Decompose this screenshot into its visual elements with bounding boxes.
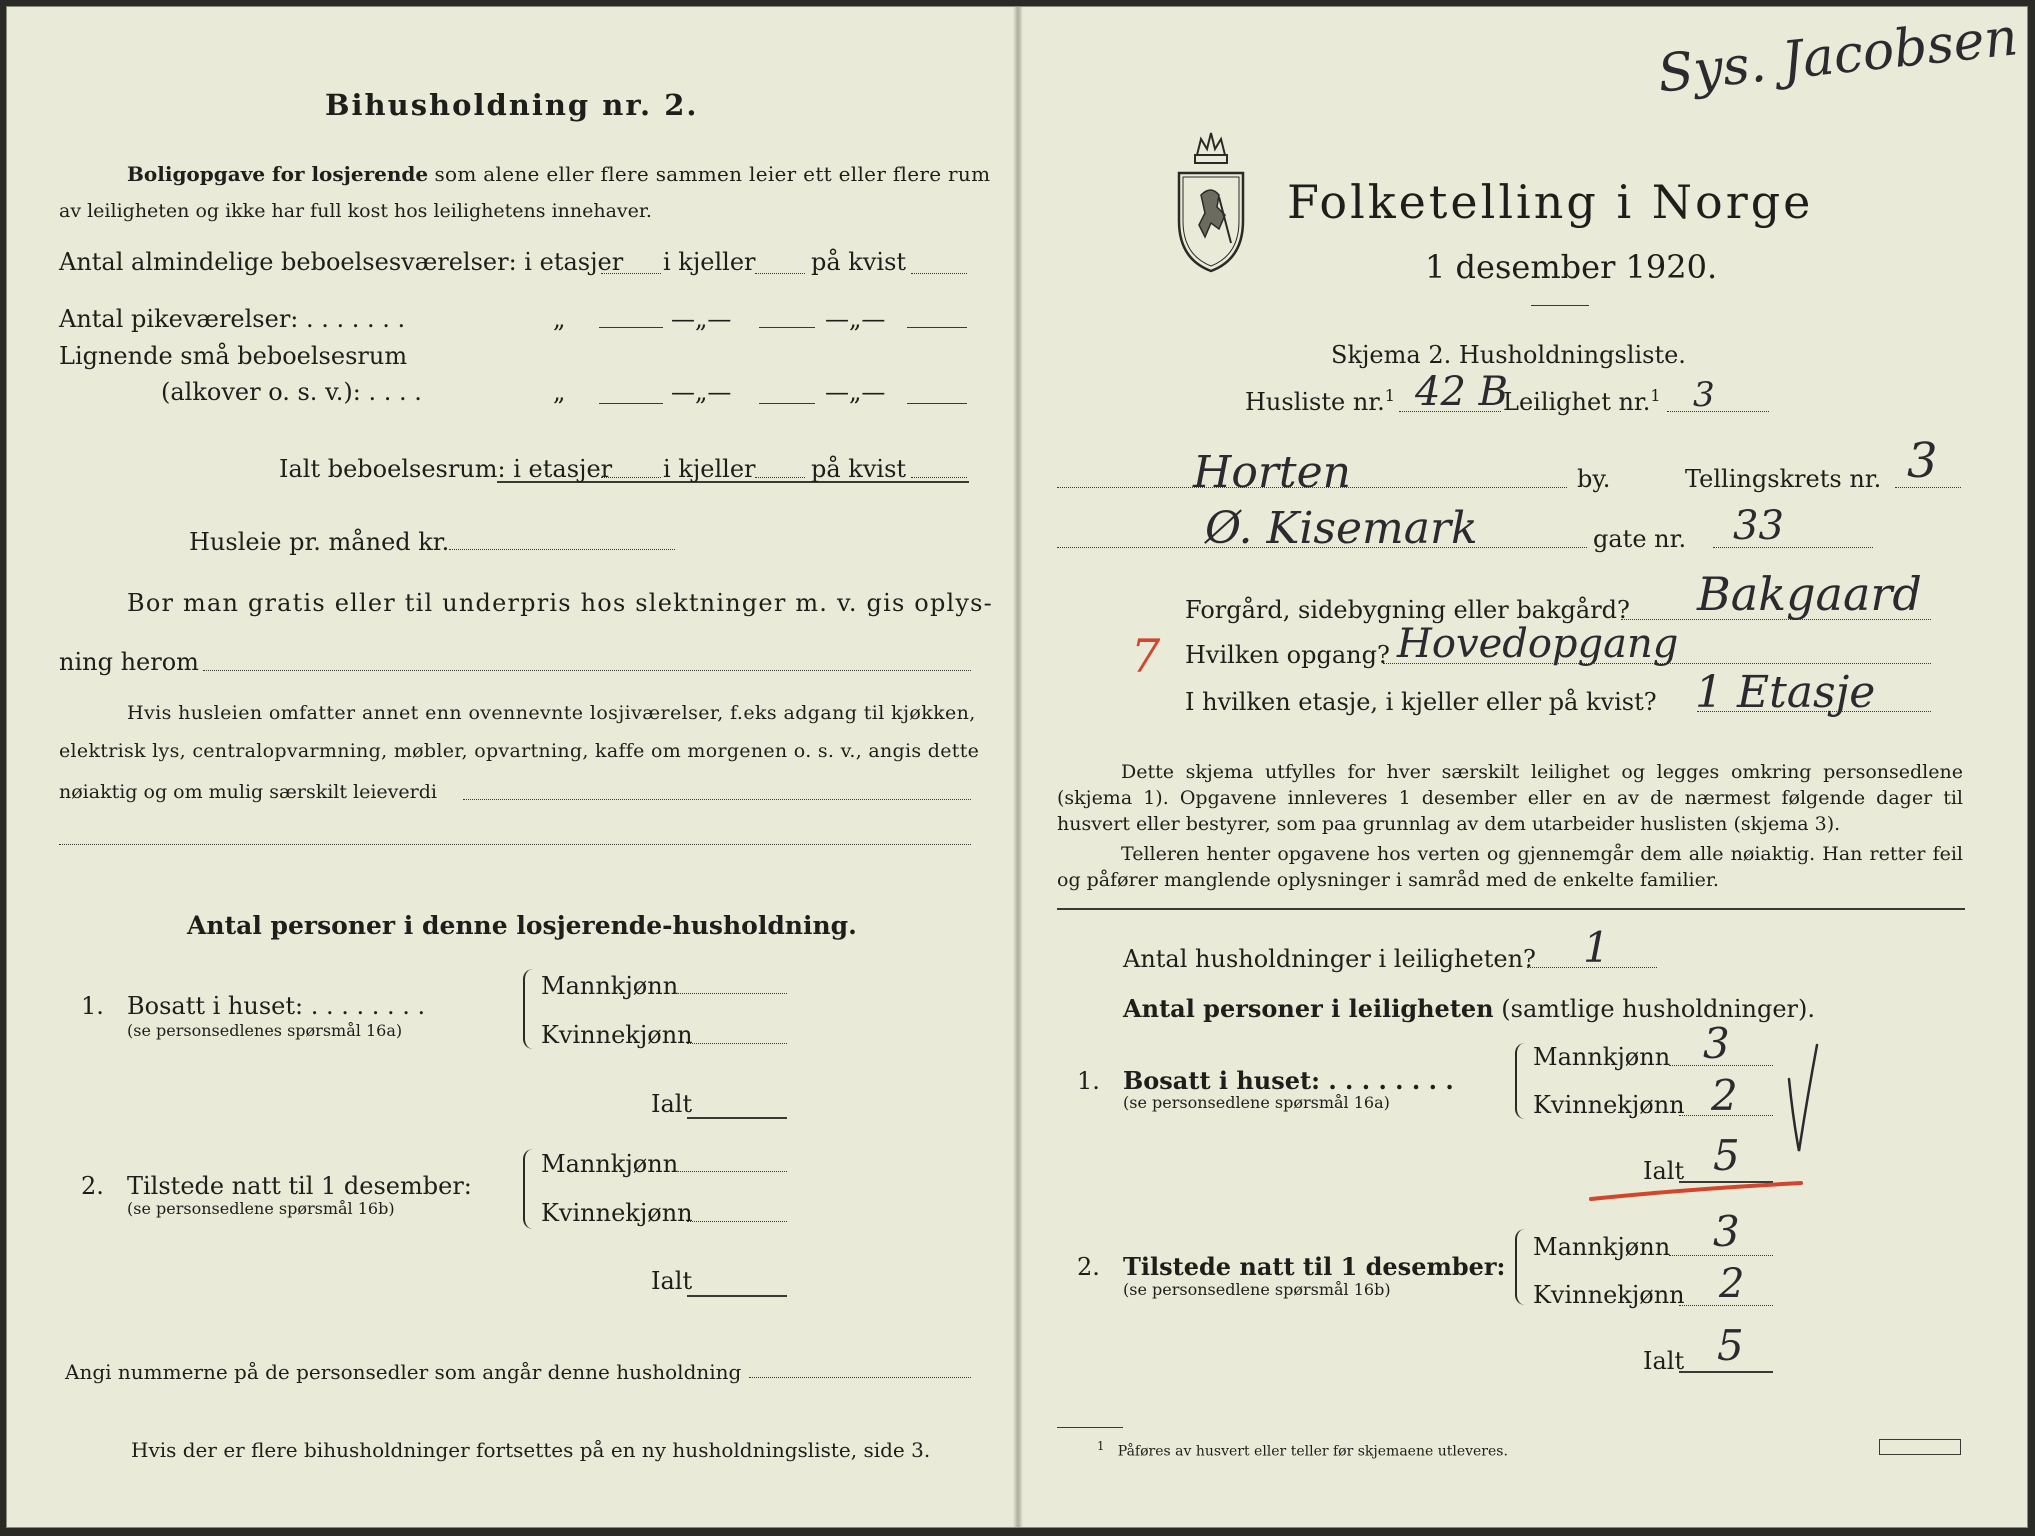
lignende-label-2: (alkover o. s. v.): . . . . (161, 378, 422, 406)
opgang-label: Hvilken opgang? (1185, 641, 1390, 669)
husliste-label (1245, 388, 1395, 414)
opgang-red-mark: 7 (1131, 629, 1161, 683)
page-fold (1013, 7, 1023, 1527)
left-tilstede-kvinne-label: Kvinnekjønn (541, 1199, 693, 1227)
left-tilstede-mann-label: Mannkjønn (541, 1150, 679, 1178)
left-tilstede-mann-field[interactable] (675, 1171, 787, 1172)
husleie-label: Husleie pr. måned kr. (189, 528, 450, 556)
left-bosatt-ialt-label: Ialt (651, 1090, 693, 1118)
census-date: 1 desember 1920. (1425, 248, 1718, 286)
gate-nr-value: 33 (1733, 503, 1784, 549)
lignende-label-1: Lignende små beboelsesrum (59, 342, 408, 370)
leilighet-label (1503, 388, 1661, 414)
etasje-label: I hvilken etasje, i kjeller eller på kvist? (1185, 688, 1657, 716)
lignende-ditto-1: „ (553, 378, 566, 406)
right-bosatt-num: 1. (1077, 1067, 1100, 1095)
intro-bold: Boligopgave for losjerende (127, 162, 429, 186)
lignende-ditto-3: —„— (825, 378, 886, 406)
left-bosatt-brace (523, 969, 537, 1049)
left-tilstede-ialt-field[interactable] (687, 1295, 787, 1297)
right-tilstede-brace (1515, 1229, 1529, 1305)
persons-heading-rest: (samtlige husholdninger). (1501, 995, 1816, 1023)
right-bosatt-kvinne-value: 2 (1711, 1071, 1738, 1120)
forgard-value: Bakgaard (1697, 567, 1922, 621)
right-bosatt-ialt-label: Ialt (1643, 1157, 1685, 1185)
rooms-kvist-field[interactable] (911, 273, 967, 274)
info-divider (1057, 908, 1965, 910)
lignende-kjeller-field[interactable] (759, 403, 815, 404)
households-value: 1 (1583, 923, 1610, 972)
right-bosatt-brace (1515, 1043, 1529, 1119)
leieverdi-field[interactable] (463, 799, 971, 800)
left-tilstede-ialt-label: Ialt (651, 1267, 693, 1295)
bor-field[interactable] (203, 670, 971, 671)
title-rule (1531, 305, 1589, 306)
left-tilstede-num: 2. (81, 1172, 104, 1200)
left-bosatt-sub: (se personsedlenes spørsmål 16a) (127, 1021, 403, 1040)
right-tilstede-mann-label: Mannkjønn (1533, 1233, 1671, 1261)
by-label: by. (1577, 465, 1611, 493)
footnote (1097, 1441, 1508, 1459)
gate-value: Ø. Kisemark (1205, 503, 1478, 554)
ialt-kjeller-label: i kjeller (663, 455, 756, 483)
footnote-number: 1 (1097, 1439, 1105, 1453)
leilighet-value: 3 (1693, 375, 1715, 415)
ialt-rooms-label: Ialt beboelsesrum: i etasjer (279, 455, 613, 483)
rooms-label: Antal almindelige beboelsesværelser: i etasjer (59, 248, 624, 276)
printer-stamp (1879, 1439, 1961, 1455)
pike-ditto-3: —„— (825, 305, 886, 333)
right-tilstede-label: Tilstede natt til 1 desember: (1123, 1252, 1506, 1281)
leieverdi-field-2[interactable] (59, 844, 971, 845)
angi-label: Angi nummerne på de personsedler som angår denne husholdning (65, 1360, 742, 1384)
left-bosatt-mann-label: Mannkjønn (541, 972, 679, 1000)
persons-heading-bold: Antal personer i leiligheten (1123, 994, 1494, 1023)
right-bosatt-ialt-value: 5 (1713, 1131, 1740, 1180)
right-tilstede-ialt-value: 5 (1717, 1321, 1744, 1370)
norway-coat-of-arms-icon (1171, 125, 1251, 275)
pike-kvist-field[interactable] (907, 327, 967, 328)
husleie-field[interactable] (449, 549, 675, 550)
right-tilstede-sub: (se personsedlene spørsmål 16b) (1123, 1280, 1391, 1299)
left-bosatt-label: Bosatt i huset: . . . . . . . . (127, 992, 426, 1020)
left-tilstede-label: Tilstede natt til 1 desember: (127, 1172, 472, 1200)
pike-kjeller-field[interactable] (759, 327, 815, 328)
pike-ditto-1: „ (553, 305, 566, 333)
left-footer-note: Hvis der er flere bihusholdninger fortsettes på en ny husholdningsliste, side 3. (131, 1438, 931, 1462)
intro-line-1 (127, 164, 990, 184)
bor-line-2: ning herom (59, 648, 199, 676)
left-tilstede-kvinne-field[interactable] (687, 1221, 787, 1222)
bor-line-1: Bor man gratis eller til underpris hos slektninger m. v. gis oplys- (127, 589, 993, 617)
right-tilstede-kvinne-label: Kvinnekjønn (1533, 1281, 1685, 1309)
skjema-label: Skjema 2. Husholdningsliste. (1331, 341, 1686, 369)
husliste-sup: 1 (1384, 386, 1395, 405)
ialt-kvist-field[interactable] (911, 477, 967, 478)
enumerator-signature: Sys. Jacobsen (1655, 7, 2021, 105)
right-bosatt-mann-value: 3 (1703, 1019, 1730, 1068)
right-bosatt-kvinne-label: Kvinnekjønn (1533, 1091, 1685, 1119)
lignende-etasjer-field[interactable] (599, 403, 663, 404)
right-tilstede-num: 2. (1077, 1253, 1100, 1281)
left-bosatt-ialt-field[interactable] (687, 1117, 787, 1119)
persons-heading (1123, 994, 1816, 1023)
right-bosatt-sub: (se personsedlene spørsmål 16a) (1123, 1093, 1390, 1112)
husliste-label-text: Husliste nr. (1245, 388, 1385, 416)
etasje-value: 1 Etasje (1695, 667, 1876, 718)
gate-label: gate nr. (1593, 525, 1687, 553)
hvis-line-1: Hvis husleien omfatter annet enn ovennevnte losjiværelser, f.eks adgang til kjøkken, (127, 702, 976, 724)
intro-rest: som alene eller flere sammen leier ett eller flere rum (434, 162, 991, 186)
leilighet-label-text: Leilighet nr. (1503, 388, 1651, 416)
red-pencil-check-mark (1587, 1167, 1807, 1207)
opgang-value: Hovedopgang (1397, 621, 1679, 667)
census-form-sheet (6, 6, 2028, 1528)
left-tilstede-sub: (se personsedlene spørsmål 16b) (127, 1199, 395, 1218)
pike-label: Antal pikeværelser: . . . . . . . (59, 305, 406, 333)
info-paragraph-2: Telleren henter opgavene hos verten og gjennemgår dem alle nøiaktig. Han retter feil og påfører manglende oplysninger i samråd med de enkelte familier. (1057, 843, 1963, 891)
right-bosatt-label: Bosatt i huset: . . . . . . . . (1123, 1066, 1454, 1095)
lignende-kvist-field[interactable] (907, 403, 967, 404)
left-page-title: Bihusholdning nr. 2. (325, 88, 699, 122)
ialt-etasjer-field[interactable] (601, 477, 661, 478)
right-tilstede-mann-value: 3 (1713, 1207, 1740, 1256)
left-persons-title: Antal personer i denne losjerende-husholdning. (187, 911, 857, 940)
right-page-title: Folketelling i Norge (1287, 175, 1814, 229)
rooms-kjeller-field[interactable] (755, 273, 805, 274)
hvis-line-3: nøiaktig og om mulig særskilt leieverdi (59, 781, 437, 803)
husliste-value: 42 B (1415, 369, 1509, 415)
rooms-etasjer-field[interactable] (601, 273, 661, 274)
footnote-rule (1057, 1427, 1123, 1428)
angi-field[interactable] (749, 1377, 971, 1378)
leilighet-field[interactable] (1667, 411, 1769, 412)
ialt-kvist-label: på kvist (811, 455, 907, 483)
leilighet-sup: 1 (1650, 386, 1661, 405)
right-tilstede-ialt-field[interactable] (1679, 1371, 1773, 1373)
hvis-line-2: elektrisk lys, centralopvarmning, møbler, opvartning, kaffe om morgenen o. s. v., angis dette (59, 740, 980, 762)
left-bosatt-kvinne-label: Kvinnekjønn (541, 1021, 693, 1049)
intro-line-2: av leiligheten og ikke har full kost hos leilighetens innehaver. (59, 200, 652, 222)
left-bosatt-kvinne-field[interactable] (687, 1043, 787, 1044)
left-tilstede-brace (523, 1149, 537, 1229)
footnote-text: Påføres av husvert eller teller før skjemaene utleveres. (1117, 1443, 1508, 1460)
left-bosatt-mann-field[interactable] (675, 993, 787, 994)
right-tilstede-ialt-label: Ialt (1643, 1347, 1685, 1375)
krets-value: 3 (1907, 433, 1938, 489)
rooms-kjeller-label: i kjeller (663, 248, 756, 276)
forgard-label: Forgård, sidebygning eller bakgård? (1185, 596, 1630, 624)
right-tilstede-kvinne-value: 2 (1719, 1261, 1745, 1307)
households-label: Antal husholdninger i leiligheten? (1123, 945, 1536, 973)
left-bosatt-num: 1. (81, 992, 104, 1020)
lignende-ditto-2: —„— (671, 378, 732, 406)
pike-etasjer-field[interactable] (599, 327, 663, 328)
info-paragraph-1: Dette skjema utfylles for hver særskilt leilighet og legges omkring personsedlene (skjema 1). Opgavene innleveres 1 desember eller en av de nærmest følgende dager til husvert eller bestyrer, som paa grunnlag av dem utarbeider huslisten (skjema 3). (1057, 761, 1963, 835)
pike-ditto-2: —„— (671, 305, 732, 333)
krets-label: Tellingskrets nr. (1685, 465, 1882, 493)
by-value: Horten (1193, 447, 1351, 498)
right-bosatt-mann-label: Mannkjønn (1533, 1043, 1671, 1071)
pencil-check-mark (1783, 1039, 1823, 1159)
ialt-kjeller-field[interactable] (755, 477, 805, 478)
rooms-kvist-label: på kvist (811, 248, 907, 276)
